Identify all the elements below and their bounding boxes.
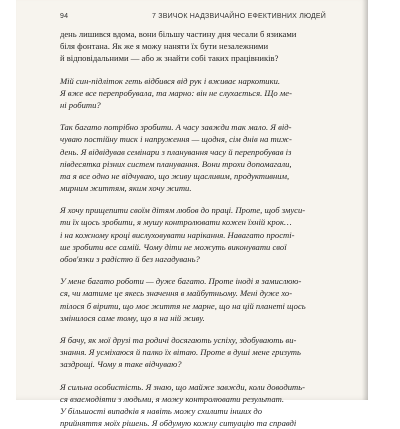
text-line: біля фонтана. Як же я можу наняти їх бути незалежними [60,40,330,52]
paragraph-1 [60,28,330,65]
running-title: 7 ЗВИЧОК НАДЗВИЧАЙНО ЕФЕКТИВНИХ ЛЮДЕЙ [152,13,326,20]
book-page [16,0,368,400]
text-line: Мій син-підліток геть відбився від рук і вживає наркотики. [60,75,330,87]
text-line: ні робити? [60,99,330,111]
paragraph-7 [60,381,330,429]
text-line: ся взаємодіяти з людьми, я можу контролювати результат. [60,393,330,405]
text-line: У мене багато роботи — дуже багато. Проте іноді я замислюю- [60,275,330,287]
text-line: змінилося саме тому, що я на ній живу. [60,312,330,324]
paragraph-2 [60,75,330,112]
paragraph-3 [60,121,330,194]
text-line: півдесятка різних систем планування. Вони трохи допомагали, [60,158,330,170]
text-line: чуваю постійну тиск і напруження — щодня, сім днів на тиж- [60,133,330,145]
text-line: прийняття моїх рішень. Я обдумую кожну ситуацію та справді [60,417,330,429]
text-line: Я хочу прищепити своїм дітям любов до праці. Проте, щоб змуси- [60,204,330,216]
text-line: У більшості випадків я навіть можу схилити інших до [60,405,330,417]
text-line: тілося б вірити, що моє життя не марне, що на цій планеті щось [60,300,330,312]
text-line: Так багато потрібно зробити. А часу завжди так мало. Я від- [60,121,330,133]
text-line: й відповідальними — або ж знайти собі таких працівників? [60,52,330,64]
paragraph-4 [60,204,330,265]
text-line: мирним життям, яким хочу жити. [60,182,330,194]
text-line: Я вже все перепробувала, та марно: він не слухається. Що ме- [60,87,330,99]
text-line: день. Я відвідував семінари з планування часу й перепробував із [60,146,330,158]
page-body [60,28,330,400]
paragraph-5 [60,275,330,324]
text-line: і на кожному кроці вислуховувати нарікання. Навагато прості- [60,229,330,241]
text-line: заздрощі. Чому я таке відчуваю? [60,358,330,370]
text-line: Я сильна особистість. Я знаю, що майже завжди, коли доводить- [60,381,330,393]
page-header [60,13,326,25]
text-line: день лишився вдома, вони більшу частину дня чесали б язиками [60,28,330,40]
text-line: ше зробити все самій. Чому діти не можуть виконувати свої [60,241,330,253]
text-line: ся, чи матиме це якесь значення в майбутньому. Мені дуже хо- [60,287,330,299]
text-line: обов'язки з радістю й без нагадувань? [60,253,330,265]
text-line: та я все одно не відчуваю, що живу щасливим, продуктивним, [60,170,330,182]
text-line: Я бачу, як мої друзі та родичі досягають успіху, здобувають ви- [60,334,330,346]
text-line: ти їх щось зробити, я мушу контролювати кожен їхній крок… [60,216,330,228]
paragraph-6 [60,334,330,371]
page-number: 94 [60,13,68,20]
text-line: знання. Я усміхаюся й палко їх вітаю. Проте в душі мене гризуть [60,346,330,358]
page-edge-shadow [362,0,368,400]
